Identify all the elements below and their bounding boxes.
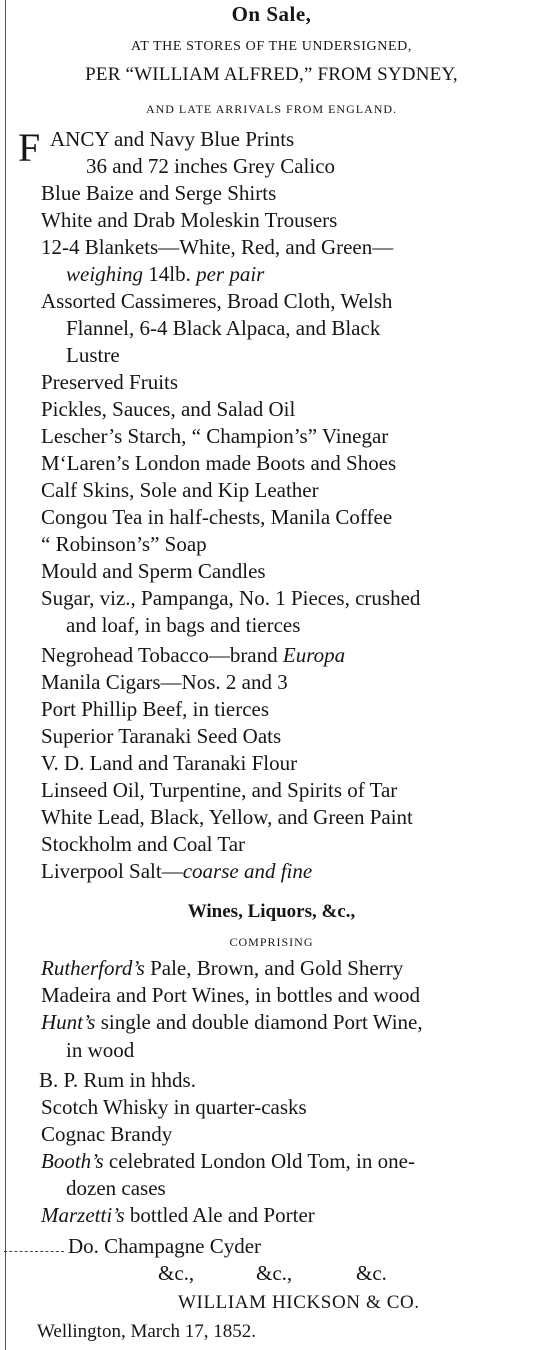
goods-item: 12-4 Blankets—White, Red, and Green— bbox=[41, 235, 394, 259]
firm-signature: WILLIAM HICKSON & CO. bbox=[178, 1292, 420, 1313]
negrohead-text: Negrohead Tobacco—brand bbox=[41, 643, 283, 667]
wine-item: Madeira and Port Wines, in bottles and wood bbox=[41, 983, 421, 1007]
wine-desc: Pale, Brown, and Gold Sherry bbox=[144, 956, 404, 980]
goods-item: Mould and Sperm Candles bbox=[41, 559, 266, 583]
goods-item: Manila Cigars—Nos. 2 and 3 bbox=[41, 670, 288, 694]
goods-item-continued: and loaf, in bags and tierces bbox=[66, 613, 301, 637]
subheading-ship: PER “WILLIAM ALFRED,” FROM SYDNEY, bbox=[85, 64, 458, 85]
goods-item: Linseed Oil, Turpentine, and Spirits of Tar bbox=[41, 778, 398, 802]
subheading-arrivals: AND LATE ARRIVALS FROM ENGLAND. bbox=[145, 102, 398, 116]
wine-desc: bottled Ale and Porter bbox=[124, 1203, 315, 1227]
goods-item: Superior Taranaki Seed Oats bbox=[41, 724, 282, 748]
goods-item: ANCY and Navy Blue Prints bbox=[50, 127, 295, 151]
wine-maker: Marzetti’s bbox=[41, 1203, 125, 1227]
goods-item: Lescher’s Starch, “ Champion’s” Vinegar bbox=[41, 424, 389, 448]
goods-item: White and Drab Moleskin Trousers bbox=[41, 208, 338, 232]
wine-item-continued: dozen cases bbox=[66, 1176, 166, 1200]
goods-item-continued: Flannel, 6-4 Black Alpaca, and Black bbox=[66, 316, 381, 340]
wines-heading: Wines, Liquors, &c., bbox=[187, 901, 356, 922]
wine-maker: Booth’s bbox=[41, 1149, 104, 1173]
goods-item: Calf Skins, Sole and Kip Leather bbox=[41, 478, 319, 502]
goods-item: Stockholm and Coal Tar bbox=[41, 832, 246, 856]
wine-item bbox=[41, 1205, 315, 1226]
goods-item: Blue Baize and Serge Shirts bbox=[41, 181, 277, 205]
wine-item bbox=[41, 1151, 415, 1172]
goods-item: Congou Tea in half-chests, Manila Coffee bbox=[41, 505, 393, 529]
drop-cap: F bbox=[18, 125, 41, 170]
goods-item: “ Robinson’s” Soap bbox=[41, 532, 207, 556]
left-column-rule bbox=[5, 0, 6, 1350]
goods-item: Pickles, Sauces, and Salad Oil bbox=[41, 397, 296, 421]
wine-item: Do. Champagne Cyder bbox=[68, 1234, 262, 1258]
ditto-rule bbox=[4, 1251, 64, 1252]
goods-item bbox=[41, 645, 345, 666]
goods-item: Preserved Fruits bbox=[41, 370, 179, 394]
wine-item: Cognac Brandy bbox=[41, 1122, 173, 1146]
wine-item: B. P. Rum in hhds. bbox=[39, 1068, 196, 1092]
negrohead-brand: Europa bbox=[282, 643, 346, 667]
goods-item: 36 and 72 inches Grey Calico bbox=[86, 154, 336, 178]
goods-item: White Lead, Black, Yellow, and Green Paint bbox=[41, 805, 413, 829]
wine-desc: single and double diamond Port Wine, bbox=[95, 1010, 423, 1034]
wine-desc: celebrated London Old Tom, in one- bbox=[103, 1149, 415, 1173]
wine-item-continued: in wood bbox=[66, 1038, 135, 1062]
goods-item: Sugar, viz., Pampanga, No. 1 Pieces, crushed bbox=[41, 586, 421, 610]
goods-item-continued bbox=[66, 264, 264, 285]
wine-item bbox=[41, 1012, 423, 1033]
place-and-date: Wellington, March 17, 1852. bbox=[37, 1321, 257, 1342]
wines-subheading: COMPRISING bbox=[229, 935, 314, 949]
blankets-weight-italic: weighing bbox=[66, 262, 143, 286]
goods-item: V. D. Land and Taranaki Flour bbox=[41, 751, 298, 775]
wine-item: Scotch Whisky in quarter-casks bbox=[41, 1095, 307, 1119]
goods-item-continued: Lustre bbox=[66, 343, 120, 367]
goods-item: M‘Laren’s London made Boots and Shoes bbox=[41, 451, 397, 475]
goods-item: Assorted Cassimeres, Broad Cloth, Welsh bbox=[41, 289, 393, 313]
etcetera: &c., bbox=[158, 1261, 195, 1285]
blankets-weight-unit: per pair bbox=[196, 262, 265, 286]
wine-maker: Rutherford’s bbox=[41, 956, 145, 980]
wine-item bbox=[41, 958, 403, 979]
salt-grade: coarse and fine bbox=[182, 859, 313, 883]
headline: On Sale, bbox=[231, 2, 312, 26]
etcetera: &c. bbox=[356, 1261, 387, 1285]
goods-item bbox=[41, 861, 312, 882]
goods-item: Port Phillip Beef, in tierces bbox=[41, 697, 270, 721]
subheading-stores: AT THE STORES OF THE UNDERSIGNED, bbox=[131, 39, 412, 54]
salt-text: Liverpool Salt— bbox=[41, 859, 183, 883]
etcetera: &c., bbox=[256, 1261, 293, 1285]
blankets-weight: 14lb. bbox=[143, 262, 197, 286]
wine-maker: Hunt’s bbox=[41, 1010, 96, 1034]
